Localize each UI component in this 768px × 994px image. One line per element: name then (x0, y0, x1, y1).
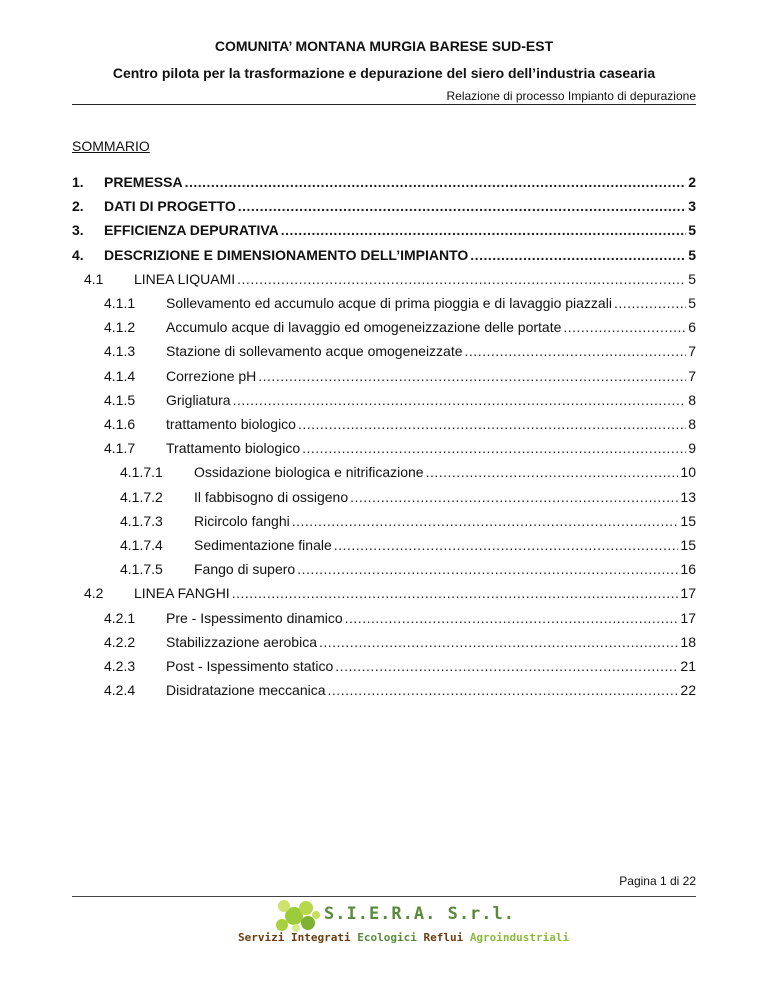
toc-entry[interactable] (72, 243, 696, 267)
toc-entry-page: 15 (680, 512, 696, 529)
toc-entry-page: 21 (680, 658, 696, 674)
toc-entry-page: 18 (680, 633, 696, 650)
toc-entry[interactable] (104, 364, 696, 388)
toc-entry-number: 4.1.5 (104, 391, 136, 408)
toc-entry-title: Ossidazione biologica e nitrificazione (194, 464, 424, 481)
toc-entry-number: 4.2.3 (104, 658, 136, 674)
toc-dot-leader (238, 198, 686, 214)
logo-tagline-word: Integrati (290, 931, 358, 944)
toc-entry-number: 4.1.3 (104, 343, 136, 360)
toc-entry[interactable] (104, 388, 696, 412)
toc-entry-page: 8 (688, 416, 696, 432)
header-divider (72, 104, 696, 105)
toc-entry-number: 4.2.1 (104, 609, 136, 626)
toc-entry-title: Correzione pH (166, 367, 257, 384)
toc-entry-page: 22 (680, 682, 696, 699)
toc-entry-page: 8 (688, 391, 696, 408)
toc-entry[interactable] (104, 291, 696, 315)
footer-divider (72, 896, 696, 897)
toc-entry-title: Post - Ispessimento statico (166, 658, 334, 674)
toc-entry-number: 4. (72, 246, 84, 263)
toc-entry-page: 2 (688, 174, 696, 190)
toc-entry-title: Stazione di sollevamento acque omogeneizzate (166, 343, 463, 360)
toc-entry-number: 4.1.2 (104, 319, 136, 336)
toc-entry-number: 4.1 (84, 270, 104, 287)
logo-tagline-word: Agroindustriali (469, 931, 570, 944)
toc-entry[interactable] (104, 654, 696, 678)
toc-entry[interactable] (120, 533, 696, 557)
toc-entry-title: Fango di supero (194, 561, 296, 578)
toc-entry[interactable] (104, 436, 696, 460)
toc-entry-number: 4.1.7.2 (120, 488, 163, 505)
toc-dot-leader (319, 634, 678, 650)
toc-entry[interactable] (120, 557, 696, 581)
toc-entry-title: LINEA LIQUAMI (134, 270, 236, 287)
toc-dot-leader (185, 174, 687, 190)
toc-entry-page: 5 (688, 222, 696, 239)
molecule-logo-icon (232, 898, 322, 934)
toc-entry-title: Disidratazione meccanica (166, 682, 326, 699)
toc-entry-title: DATI DI PROGETTO (104, 198, 236, 215)
header-organization: COMUNITA’ MONTANA MURGIA BARESE SUD-EST (214, 38, 554, 54)
toc-entry-number: 4.1.1 (104, 295, 136, 311)
toc-entry-page: 7 (688, 343, 696, 360)
page-number: Pagina 1 di 22 (619, 874, 696, 888)
toc-entry-number: 1. (72, 174, 84, 190)
toc-dot-leader (465, 343, 687, 359)
header-subtitle: Relazione di processo Impianto di depurazione (446, 89, 696, 103)
toc-entry-page: 16 (680, 561, 696, 578)
toc-dot-leader (350, 489, 678, 505)
toc-entry-number: 3. (72, 222, 84, 239)
toc-entry-title: LINEA FANGHI (134, 585, 230, 602)
toc-entry[interactable] (104, 315, 696, 339)
toc-dot-leader (292, 513, 679, 529)
toc-dot-leader (563, 319, 686, 335)
toc-entry-number: 4.1.6 (104, 416, 136, 432)
toc-entry-title: Ricircolo fanghi (194, 512, 290, 529)
toc-dot-leader (258, 368, 686, 384)
toc-entry-number: 4.1.4 (104, 367, 136, 384)
toc-entry-title: PREMESSA (104, 174, 183, 190)
toc-entry-page: 5 (688, 295, 696, 311)
toc-entry[interactable] (72, 194, 696, 218)
toc-entry-title: Pre - Ispessimento dinamico (166, 609, 343, 626)
toc-entry[interactable] (104, 412, 696, 436)
logo-tagline-word: Ecologici (357, 931, 424, 944)
company-logo (232, 898, 570, 954)
toc-dot-leader (335, 658, 678, 674)
toc-entry-title: Accumulo acque di lavaggio ed omogeneizzazione delle portate (166, 319, 562, 336)
toc-dot-leader (334, 537, 679, 553)
toc-entry-number: 4.1.7.5 (120, 561, 163, 578)
toc-entry[interactable] (72, 170, 696, 194)
header-project-title: Centro pilota per la trasformazione e depurazione del siero dell’industria casearia (112, 65, 656, 81)
toc-dot-leader (328, 682, 679, 698)
toc-entry-number: 4.1.7.4 (120, 537, 163, 553)
toc-entry-number: 4.1.7.3 (120, 512, 163, 529)
logo-brand-name: S.I.E.R.A. S.r.l. (324, 904, 515, 924)
toc-entry-page: 6 (688, 319, 696, 336)
toc-entry-title: DESCRIZIONE E DIMENSIONAMENTO DELL’IMPIANTO (104, 246, 469, 263)
toc-entry-title: EFFICIENZA DEPURATIVA (104, 222, 279, 239)
toc-entry-title: Grigliatura (166, 391, 231, 408)
toc-entry-page: 5 (688, 270, 696, 287)
toc-entry-title: trattamento biologico (166, 416, 296, 432)
toc-entry-title: Stabilizzazione aerobica (166, 633, 317, 650)
toc-entry-number: 4.2 (84, 585, 104, 602)
toc-entry-page: 9 (688, 440, 696, 457)
toc-entry-page: 15 (680, 537, 696, 553)
toc-entry[interactable] (104, 606, 696, 630)
toc-entry-number: 4.1.7.1 (120, 464, 163, 481)
toc-entry-page: 17 (680, 609, 696, 626)
toc-dot-leader (614, 295, 686, 311)
logo-tagline-word: Reflui (423, 931, 470, 944)
toc-entry-page: 7 (688, 367, 696, 384)
toc-entry-number: 2. (72, 198, 84, 215)
toc-dot-leader (232, 585, 679, 601)
toc-dot-leader (298, 416, 686, 432)
toc-entry[interactable] (104, 678, 696, 702)
toc-entry-title: Sollevamento ed accumulo acque di prima pioggia e di lavaggio piazzali (166, 295, 612, 311)
toc-entry[interactable] (120, 509, 696, 533)
toc-dot-leader (233, 392, 687, 408)
toc-entry-number: 4.1.7 (104, 440, 136, 457)
toc-entry[interactable] (120, 485, 696, 509)
toc-title: SOMMARIO (72, 138, 150, 154)
toc-entry-page: 17 (680, 585, 696, 602)
toc-entry-title: Trattamento biologico (166, 440, 301, 457)
toc-entry-number: 4.2.4 (104, 682, 136, 699)
toc-entry[interactable] (72, 218, 696, 242)
toc-entry-page: 10 (680, 464, 696, 481)
logo-tagline (238, 931, 569, 944)
toc-entry-page: 5 (688, 246, 696, 263)
logo-tagline-word: Servizi (238, 931, 291, 944)
toc-dot-leader (345, 610, 679, 626)
toc-entry-title: Sedimentazione finale (194, 537, 332, 553)
toc-dot-leader (281, 222, 686, 238)
toc-dot-leader (237, 271, 686, 287)
toc-dot-leader (302, 440, 686, 456)
toc-entry[interactable] (104, 630, 696, 654)
toc-dot-leader (426, 464, 679, 480)
toc-entry-number: 4.2.2 (104, 633, 136, 650)
toc-dot-leader (297, 561, 678, 577)
toc-entry[interactable] (84, 267, 696, 291)
toc-entry[interactable] (120, 460, 696, 484)
toc-dot-leader (470, 247, 686, 263)
toc-entry-page: 3 (688, 198, 696, 215)
toc-entry[interactable] (84, 581, 696, 605)
toc-entry-title: Il fabbisogno di ossigeno (194, 488, 349, 505)
toc-entry-page: 13 (680, 488, 696, 505)
toc-entry[interactable] (104, 339, 696, 363)
